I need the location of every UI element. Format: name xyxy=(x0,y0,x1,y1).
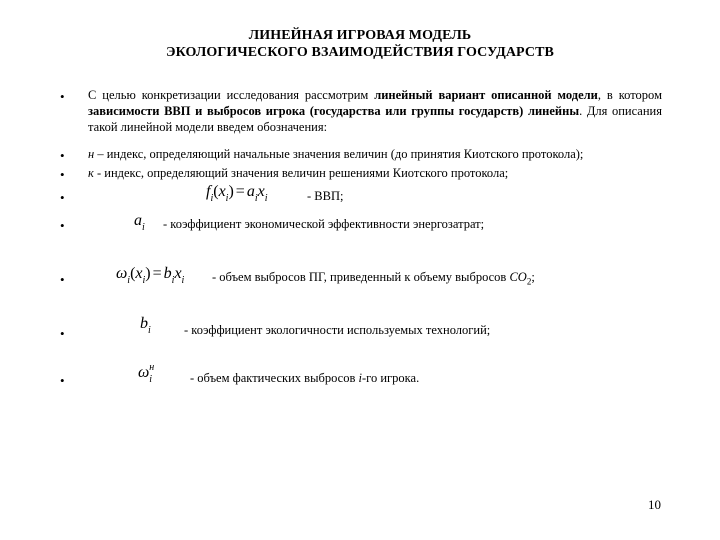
intro-text-2: , в котором xyxy=(597,88,662,102)
k-symbol: к xyxy=(88,166,94,180)
intro-bold-2: зависимости ВВП и выбросов игрока (государства или группы государств) линейны xyxy=(88,104,580,118)
actual-emission-text: - объем фактических выбросов i-го игрока. xyxy=(190,371,420,385)
emission-formula: $\omega_i(x_i) = b_ix_i$ xyxy=(116,265,185,286)
bullet: • xyxy=(60,89,65,104)
bullet: • xyxy=(60,190,65,205)
bullet: • xyxy=(60,373,65,388)
intro-bold-1: линейный вариант описанной модели xyxy=(374,88,598,102)
page-number: 10 xyxy=(648,497,661,512)
k-index-text: - индекс, определяющий значения величин решениями Киотского протокола; xyxy=(93,166,509,180)
intro-text-1: С целью конкретизации исследования рассмотрим xyxy=(88,88,375,102)
intro-paragraph xyxy=(88,87,662,135)
bullet: • xyxy=(60,148,65,163)
intro-text-3: . Для описания такой линейной модели введем обозначения: xyxy=(88,104,662,134)
a-coef-text: - коэффициент экономической эффективности энергозатрат; xyxy=(163,217,485,231)
title-line-2: ЭКОЛОГИЧЕСКОГО ВЗАИМОДЕЙСТВИЯ ГОСУДАРСТВ xyxy=(166,45,554,60)
n-symbol: н xyxy=(88,147,95,161)
a-coef-symbol: $a_i$ xyxy=(134,212,145,233)
b-coef-text: - коэффициент экологичности используемых технологий; xyxy=(184,323,491,337)
gdp-formula: $f_i(x_i) = a_ix_i$ xyxy=(206,183,268,204)
bullet: • xyxy=(60,326,65,341)
bullet: • xyxy=(60,167,65,182)
bullet: • xyxy=(60,272,65,287)
gdp-text: - ВВП; xyxy=(307,189,344,203)
bullet: • xyxy=(60,218,65,233)
b-coef-symbol: $b_i$ xyxy=(140,315,151,336)
n-index-item xyxy=(88,146,583,162)
page-title xyxy=(0,27,720,61)
title-line-1: ЛИНЕЙНАЯ ИГРОВАЯ МОДЕЛЬ xyxy=(248,28,472,43)
k-index-item xyxy=(88,165,508,181)
actual-emission-symbol: $\omega^н_i$ xyxy=(138,362,155,385)
emission-text: - объем выбросов ПГ, приведенный к объему выбросов $CO_2$; xyxy=(212,270,535,287)
n-index-text: – индекс, определяющий начальные значения величин (до принятия Киотского протокола); xyxy=(94,147,584,161)
